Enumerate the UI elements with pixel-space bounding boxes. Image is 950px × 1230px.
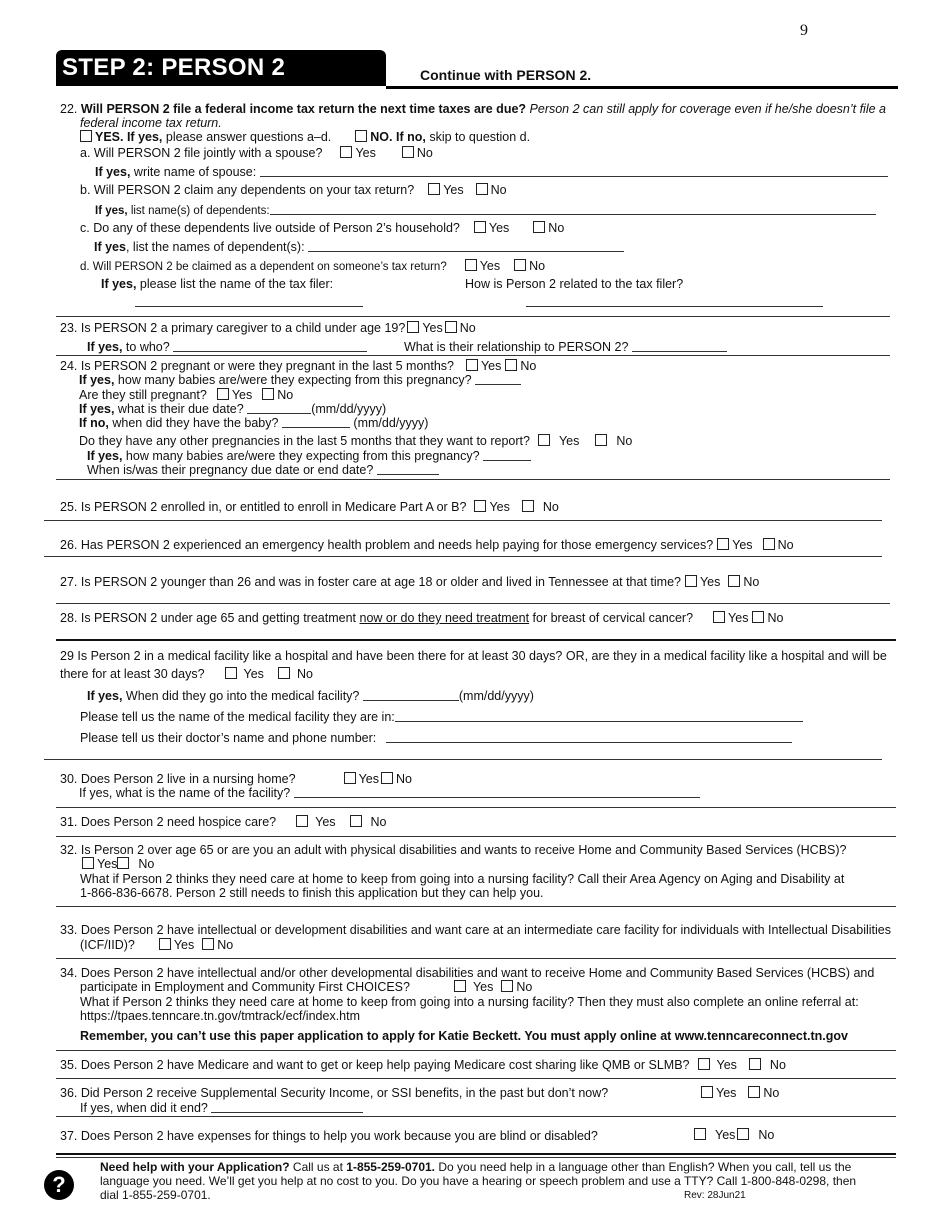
q23-who-field[interactable] [173, 340, 367, 352]
q29-line1: 29 Is Person 2 in a medical facility like a hospital and have been there for at least 30 days? OR, are they in a medical facility like a hospital and will be [60, 649, 887, 663]
q29-date: If yes, When did they go into the medical facility? (mm/dd/yyyy) [87, 689, 534, 703]
q34-line3: What if Person 2 thinks they need care at home to keep from going into a nursing facility? Then they must also complete an online referral at: [80, 995, 859, 1009]
q26: 26. Has PERSON 2 experienced an emergency health problem and needs help paying for those emergency services? Yes No [60, 538, 794, 552]
q30-no-checkbox[interactable] [381, 772, 393, 784]
page-number: 9 [800, 22, 808, 39]
q36-no-checkbox[interactable] [748, 1086, 760, 1098]
q29-yes-checkbox[interactable] [225, 667, 237, 679]
divider [56, 639, 896, 641]
divider [56, 958, 896, 959]
q35-yes-checkbox[interactable] [698, 1058, 710, 1070]
q35-no-checkbox[interactable] [749, 1058, 761, 1070]
q34-remember: Remember, you can’t use this paper application to apply for Katie Beckett. You must apply online at www.tenncareconnect.tn.gov [80, 1029, 848, 1043]
q36-options: Yes No [697, 1086, 779, 1100]
q23-who: If yes, to who? [87, 340, 367, 354]
q26-no-checkbox[interactable] [763, 538, 775, 550]
q29-doctor: Please tell us their doctor’s name and phone number: [80, 731, 792, 745]
spouse-name-field[interactable] [260, 165, 888, 177]
q24-other-no-checkbox[interactable] [595, 434, 607, 446]
q34-url[interactable]: https://tpaes.tenncare.tn.gov/tmtrack/ecf/index.htm [80, 1009, 360, 1023]
q24-still-pregnant: Are they still pregnant? Yes No [79, 388, 294, 402]
q31-yes-checkbox[interactable] [296, 815, 308, 827]
q30: 30. Does Person 2 live in a nursing home? Yes No [60, 772, 412, 786]
q22-line1: 22. Will PERSON 2 file a federal income tax return the next time taxes are due? Person 2 can still apply for coverage even if he/she doesn’t file a [60, 102, 886, 116]
divider [56, 1153, 896, 1155]
q36-end: If yes, when did it end? [80, 1101, 363, 1115]
q24-due-date: If yes, what is their due date? (mm/dd/yyyy) [79, 402, 387, 416]
revision-date: Rev: 28Jun21 [684, 1190, 746, 1201]
q32-line1: 32. Is Person 2 over age 65 or are you an adult with physical disabilities and wants to receive Home and Community Based Services (HCBS)? [60, 843, 847, 857]
q28-no-checkbox[interactable] [752, 611, 764, 623]
q24-birth-date-field[interactable] [282, 416, 350, 428]
tax-filer-name-line[interactable] [135, 306, 363, 307]
divider [44, 759, 882, 760]
q22c: c. Do any of these dependents live outside of Person 2’s household? Yes No [80, 221, 565, 235]
q33-line1: 33. Does Person 2 have intellectual or development disabilities and want care at an intermediate care facility for individuals with Intellectual Disabilities [60, 923, 891, 937]
footer-line2: language you need. We’ll get you help at no cost to you. Do you have a hearing or speech problem and use a TTY? Call 1-800-848-0298, then [100, 1174, 857, 1188]
divider [56, 1050, 896, 1051]
q23-yes-checkbox[interactable] [407, 321, 419, 333]
q37-options: Yes No [690, 1128, 774, 1142]
q30-facility: If yes, what is the name of the facility? [79, 786, 700, 800]
tax-filer-relation-line[interactable] [526, 306, 823, 307]
q31: 31. Does Person 2 need hospice care? Yes No [60, 815, 387, 829]
divider [56, 1157, 896, 1158]
q29-doctor-field[interactable] [386, 731, 792, 743]
q34-yes-checkbox[interactable] [454, 980, 466, 992]
q22d-related: How is Person 2 related to the tax filer? [465, 277, 684, 291]
divider [56, 355, 890, 356]
q27-yes-checkbox[interactable] [685, 575, 697, 587]
q22c-no-checkbox[interactable] [533, 221, 545, 233]
q29-facility-field[interactable] [395, 710, 803, 722]
q36-yes-checkbox[interactable] [701, 1086, 713, 1098]
q30-yes-checkbox[interactable] [344, 772, 356, 784]
q37: 37. Does Person 2 have expenses for things to help you work because you are blind or disabled? [60, 1129, 598, 1143]
q22a: a. Will PERSON 2 file jointly with a spouse? Yes No [80, 146, 433, 160]
q22b-no-checkbox[interactable] [476, 183, 488, 195]
divider [56, 807, 896, 808]
q22b: b. Will PERSON 2 claim any dependents on your tax return? Yes No [80, 183, 507, 197]
q22-options: YES. If yes, please answer questions a–d. NO. If no, skip to question d. [76, 130, 530, 144]
divider [56, 316, 890, 317]
divider [56, 479, 890, 480]
q23-relationship-field[interactable] [632, 340, 727, 352]
q24-yes-checkbox[interactable] [466, 359, 478, 371]
footer-line3: dial 1-855-259-0701. [100, 1188, 211, 1202]
q24-babies: If yes, how many babies are/were they expecting from this pregnancy? [79, 373, 521, 387]
q37-yes-checkbox[interactable] [694, 1128, 706, 1140]
q35: 35. Does Person 2 have Medicare and want to get or keep help paying Medicare cost sharing like QMB or SLMB? Yes No [60, 1058, 786, 1072]
q22a-yes-checkbox[interactable] [340, 146, 352, 158]
q33-no-checkbox[interactable] [202, 938, 214, 950]
q32-no-checkbox[interactable] [117, 857, 129, 869]
q24-other-babies-field[interactable] [483, 449, 531, 461]
q22a-spouse: If yes, write name of spouse: [95, 165, 888, 179]
q22a-no-checkbox[interactable] [402, 146, 414, 158]
q24-still-yes-checkbox[interactable] [217, 388, 229, 400]
divider [44, 520, 882, 521]
q29-no-checkbox[interactable] [278, 667, 290, 679]
q33-yes-checkbox[interactable] [159, 938, 171, 950]
q34-line1: 34. Does Person 2 have intellectual and/or other developmental disabilities and want to receive Home and Community Based Services (HCBS) and [60, 966, 875, 980]
q24: 24. Is PERSON 2 pregnant or were they pregnant in the last 5 months? Yes No [60, 359, 537, 373]
q25: 25. Is PERSON 2 enrolled in, or entitled to enroll in Medicare Part A or B? Yes No [60, 500, 559, 514]
divider [56, 1116, 896, 1117]
q32-yes-checkbox[interactable] [82, 857, 94, 869]
continue-text: Continue with PERSON 2. [420, 67, 592, 83]
divider [56, 603, 890, 604]
q24-other-date-field[interactable] [377, 463, 439, 475]
q22c-yes-checkbox[interactable] [474, 221, 486, 233]
step-title: STEP 2: PERSON 2 [62, 54, 286, 81]
q36: 36. Did Person 2 receive Supplemental Security Income, or SSI benefits, in the past but don’t now? [60, 1086, 609, 1100]
q32-line4: 1-866-836-6678. Person 2 still needs to finish this application but they can help you. [80, 886, 544, 900]
q34-no-checkbox[interactable] [501, 980, 513, 992]
q22-yes-checkbox[interactable] [80, 130, 92, 142]
q25-yes-checkbox[interactable] [474, 500, 486, 512]
q24-other-pregnancies: Do they have any other pregnancies in the last 5 months that they want to report? Yes No [79, 434, 633, 448]
q34-line2: participate in Employment and Community First CHOICES? Yes No [80, 980, 533, 994]
q31-no-checkbox[interactable] [350, 815, 362, 827]
q29-date-field[interactable] [363, 689, 459, 701]
q22d-yes-checkbox[interactable] [465, 259, 477, 271]
q29-line2: there for at least 30 days? Yes No [60, 667, 313, 681]
q24-other-babies: If yes, how many babies are/were they expecting from this pregnancy? [87, 449, 531, 463]
q28: 28. Is PERSON 2 under age 65 and getting treatment now or do they need treatment for breast of cervical cancer? Yes No [60, 611, 784, 625]
q24-other-date: When is/was their pregnancy due date or end date? [87, 463, 439, 477]
q32-line3: What if Person 2 thinks they need care at home to keep from going into a nursing facility? Call their Area Agency on Aging and Disability at [80, 872, 845, 886]
q28-yes-checkbox[interactable] [713, 611, 725, 623]
q33-line2: (ICF/IID)? Yes No [80, 938, 234, 952]
q22d-filer: If yes, please list the name of the tax filer: [101, 277, 334, 291]
q23-relationship: What is their relationship to PERSON 2? [404, 340, 727, 354]
q22d-no-checkbox[interactable] [514, 259, 526, 271]
q30-facility-field[interactable] [294, 786, 700, 798]
header-rule [386, 86, 898, 89]
q37-no-checkbox[interactable] [737, 1128, 749, 1140]
q36-end-field[interactable] [211, 1101, 363, 1113]
dependent-names-field[interactable] [308, 240, 624, 252]
dependents-field[interactable] [270, 203, 876, 215]
q29-facility: Please tell us the name of the medical facility they are in: [80, 710, 803, 724]
q23: 23. Is PERSON 2 a primary caregiver to a child under age 19? Yes No [60, 321, 476, 335]
q24-babies-field[interactable] [475, 373, 521, 385]
q27: 27. Is PERSON 2 younger than 26 and was in foster care at age 18 or older and lived in Tennessee at that time? Yes No [60, 575, 760, 589]
divider [44, 556, 882, 557]
q25-no-checkbox[interactable] [522, 500, 534, 512]
q24-other-yes-checkbox[interactable] [538, 434, 550, 446]
footer-line1: Need help with your Application? Call us at 1-855-259-0701. Do you need help in a language other than English? When you call, tell us the [100, 1160, 852, 1174]
q22c-names: If yes, list the names of dependent(s): [94, 240, 624, 254]
q22b-yes-checkbox[interactable] [428, 183, 440, 195]
divider [56, 1078, 896, 1079]
divider [56, 836, 896, 837]
q22b-dependents: If yes, list name(s) of dependents: [95, 203, 876, 217]
help-icon: ? [44, 1170, 74, 1200]
q22d: d. Will PERSON 2 be claimed as a dependent on someone’s tax return? Yes No [80, 259, 546, 273]
q22-line2: federal income tax return. [80, 116, 222, 130]
q24-birth-date: If no, when did they have the baby? (mm/dd/yyyy) [79, 416, 429, 430]
q26-yes-checkbox[interactable] [717, 538, 729, 550]
q23-no-checkbox[interactable] [445, 321, 457, 333]
q24-due-date-field[interactable] [247, 402, 311, 414]
divider [56, 906, 896, 907]
q32-options: Yes No [80, 857, 154, 871]
q24-no-checkbox[interactable] [505, 359, 517, 371]
q24-still-no-checkbox[interactable] [262, 388, 274, 400]
q27-no-checkbox[interactable] [728, 575, 740, 587]
q22-no-checkbox[interactable] [355, 130, 367, 142]
